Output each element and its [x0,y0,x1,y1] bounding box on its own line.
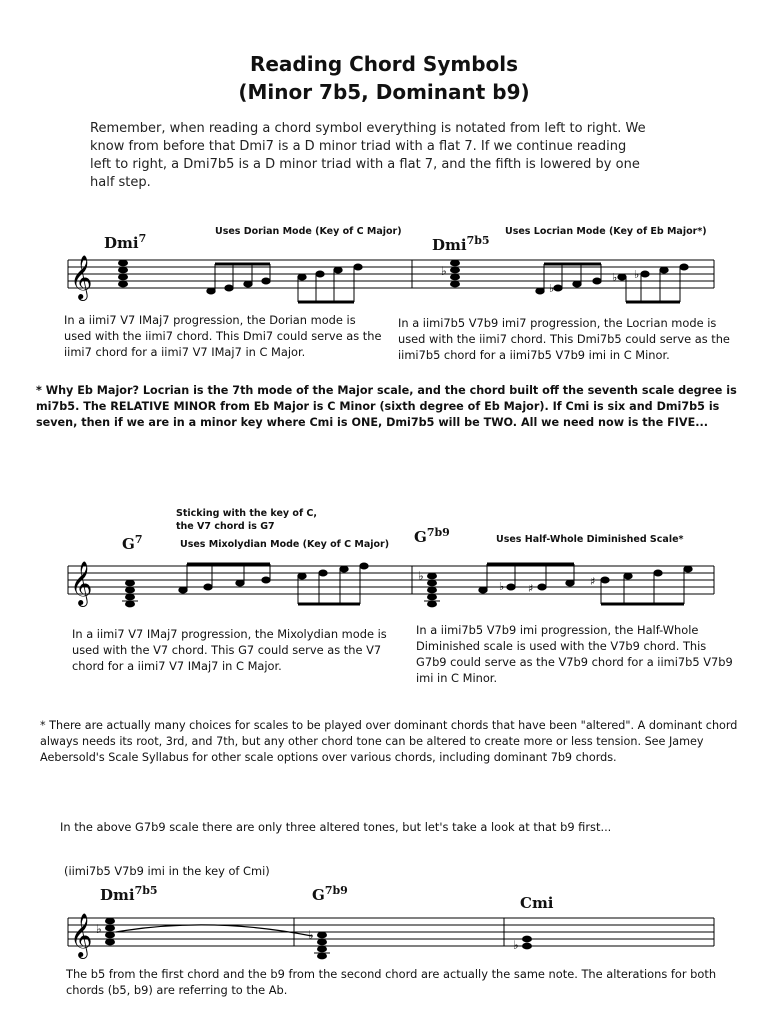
caption-dorian: In a iimi7 V7 IMaj7 progression, the Dorian mode is used with the iimi7 chord. This Dmi7 could serve as the iimi7 chord for a iimi7 V7 IMaj7 in C Major. [64,313,382,359]
caption-mixolydian: In a iimi7 V7 IMaj7 progression, the Mixolydian mode is used with the V7 chord. This G7 could serve as the V7 chord for a iimi7 V7 IMaj7 in C Major. [72,627,387,673]
mode-label-mixolydian: Uses Mixolydian Mode (Key of C Major) [180,539,390,550]
svg-text:♭: ♭ [96,922,102,936]
progression-label: (iimi7b5 V7b9 imi in the key of Cmi) [64,864,270,878]
svg-text:♯: ♯ [590,575,596,588]
caption-enharmonic: The b5 from the first chord and the b9 from the second chord are actually the same note. The alterations for both chords (b5, b9) are referring to the Ab. [66,967,717,997]
staff-system-3 [0,908,768,964]
treble-clef-icon: 𝄞 [70,913,93,957]
chord-extension: 7 [134,533,143,546]
chord-symbol-dmi7 [104,232,146,252]
caption-locrian: In a iimi7b5 V7b9 imi7 progression, the Locrian mode is used with the iimi7 chord. This Dmi7b5 could serve as the iimi7b5 chord for a iimi7b5 V7b9 imi in C Minor. [398,316,730,362]
staff-system-2 [0,556,768,620]
svg-text:♭: ♭ [499,580,505,593]
svg-text:♭: ♭ [549,282,555,295]
chord-symbol-cmi: Cmi [520,894,554,912]
chord-root: Dmi [100,886,135,904]
mode-label-locrian: Uses Locrian Mode (Key of Eb Major*) [505,226,707,237]
chord-root: G [122,535,135,553]
chord-extension: 7 [138,232,147,245]
chord-extension: 7b5 [466,234,490,247]
svg-text:♭: ♭ [308,928,314,942]
svg-text:♯: ♯ [528,582,534,595]
treble-clef-icon: 𝄞 [70,561,93,605]
flat-sign-icon: ♭ [441,264,447,278]
mode-label-half-whole: Uses Half-Whole Diminished Scale* [496,534,684,545]
note-key-of-c-line2: the V7 chord is G7 [176,521,275,532]
tie-arc [116,925,312,936]
intro-paragraph: Remember, when reading a chord symbol everything is notated from left to right. We know from before that Dmi7 is a D minor triad with a flat 7. If we continue reading left to right, a Dmi7b5 is a D minor triad with a flat 7, and the fifth is lowered by one half step. [90,121,646,190]
staff-system-1 [0,250,768,310]
chord-symbol-g7b9 [312,884,348,904]
mode-label-dorian: Uses Dorian Mode (Key of C Major) [215,226,402,237]
chord-symbol-dmi7b5 [100,884,158,904]
chord-root: G [414,528,427,546]
caption-half-whole: In a iimi7b5 V7b9 imi progression, the Half-Whole Diminished scale is used with the V7b9 chord. This G7b9 could serve as the V7b9 chord for a iimi7b5 V7b9 imi in C Minor. [416,623,733,685]
page-subtitle: (Minor 7b5, Dominant b9) [238,80,530,104]
chord-root: Dmi [104,234,139,252]
chord-root: G [312,886,325,904]
page-title: Reading Chord Symbols [249,52,519,76]
svg-text:♭: ♭ [612,271,618,284]
chord-extension: 7b9 [324,884,348,897]
chord-symbol-g7b9 [414,526,450,546]
svg-text:♭: ♭ [634,268,640,281]
chord-extension: 7b9 [426,526,450,539]
svg-text:♭: ♭ [513,938,519,952]
footnote-altered-dominants: * There are actually many choices for scales to be played over dominant chords that have been "altered". A dominant chord always needs its root, 3rd, and 7th, but any other chord tone can be altered to create more or less tension. See Jamey Aebersold's Scale Syllabus for other scale options over various chords, including dominant 7b9 chords. [40,719,738,764]
footnote-eb-major: * Why Eb Major? Locrian is the 7th mode of the Major scale, and the chord built off the seventh scale degree is mi7b5. The RELATIVE MINOR from Eb Major is C Minor (sixth degree of Eb Major). If Cmi is six and Dmi7b5 is seven, then if we are in a minor key where Cmi is ONE, Dmi7b5 will be TWO. All we need now is the FIVE... [36,384,737,429]
transition-text: In the above G7b9 scale there are only three altered tones, but let's take a look at that b9 first... [60,820,612,834]
svg-text:♭: ♭ [418,569,424,583]
chord-root: Dmi [432,236,467,254]
treble-clef-icon: 𝄞 [70,255,93,299]
note-key-of-c-line1: Sticking with the key of C, [176,508,317,519]
chord-extension: 7b5 [134,884,158,897]
chord-symbol-g7 [122,533,142,553]
